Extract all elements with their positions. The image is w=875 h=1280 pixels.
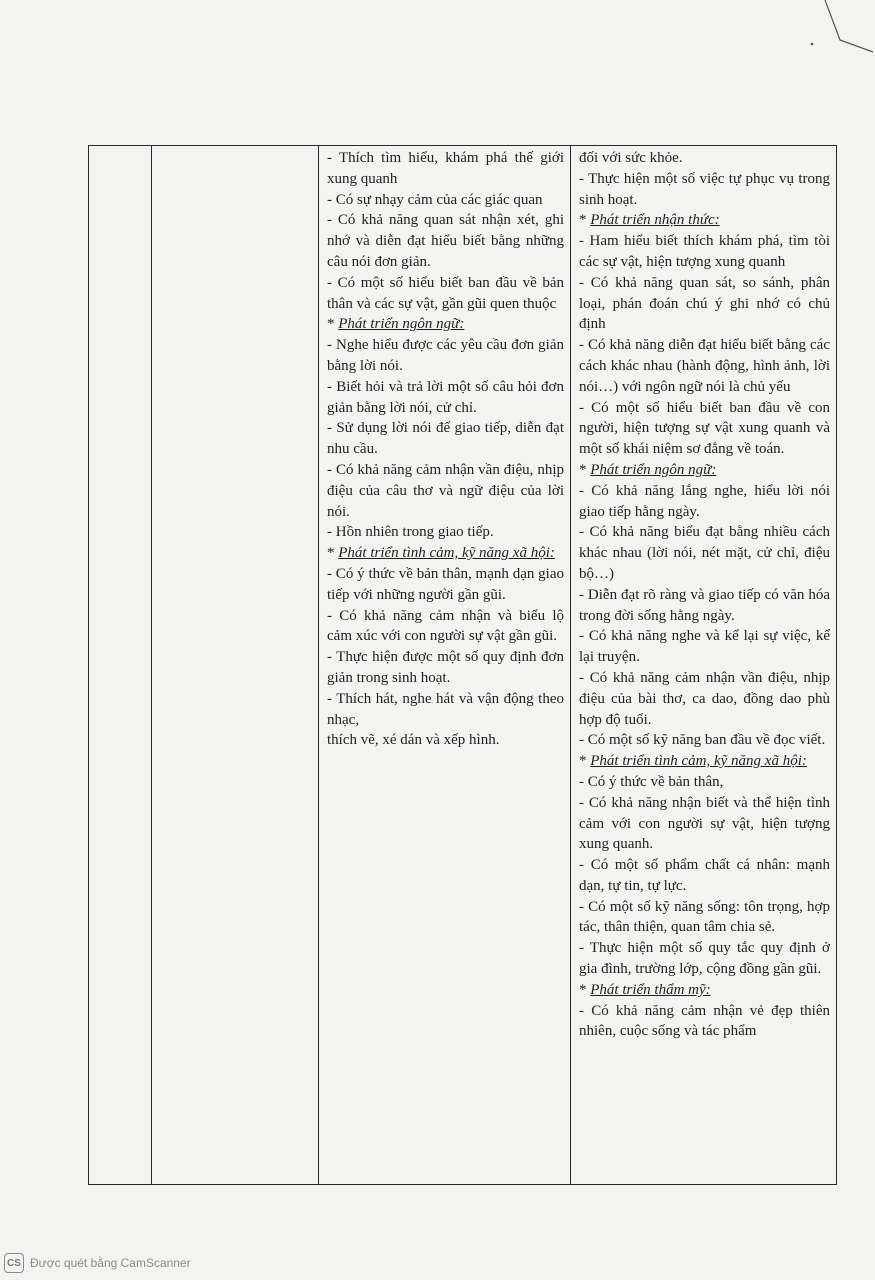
list-item: - Có khả năng cảm nhận và biểu lộ cảm xúc với con người sự vật gần gũi. — [327, 607, 564, 645]
list-item: - Có một số phẩm chất cá nhân: mạnh dạn, tự tin, tự lực. — [579, 857, 830, 894]
scan-edge-mark — [785, 0, 875, 80]
section-heading-text: Phát triển ngôn ngữ: — [338, 316, 465, 333]
section-heading-text: Phát triển tình cảm, kỹ năng xã hội: — [590, 753, 807, 770]
section-heading — [579, 210, 830, 231]
list-item: - Biết hỏi và trả lời một số câu hỏi đơn giản bằng lời nói, cử chỉ. — [327, 378, 564, 416]
list-item: - Có ý thức về bản thân, mạnh dạn giao tiếp với những người gần gũi. — [327, 565, 564, 603]
table-cell-col4 — [571, 146, 837, 1185]
list-item: - Có ý thức về bản thân, — [579, 773, 724, 790]
list-item: - Thích tìm hiểu, khám phá thế giới xung quanh — [327, 150, 564, 187]
list-item: - Sử dụng lời nói để giao tiếp, diễn đạt nhu cầu. — [327, 420, 564, 458]
list-item: - Có khả năng nghe và kể lại sự việc, kể lại truyện. — [579, 628, 830, 666]
table-cell-col1 — [89, 146, 152, 1185]
bullet-asterisk: * — [579, 461, 591, 478]
curriculum-table — [88, 145, 837, 1185]
list-item: - Thực hiện một số việc tự phục vụ trong sinh hoạt. — [579, 170, 830, 208]
list-item: - Có khả năng quan sát, so sánh, phân loại, phán đoán chú ý ghi nhớ có chủ định — [579, 274, 830, 333]
scanner-footer-text: Được quét bằng CamScanner — [30, 1256, 191, 1270]
list-item: thích vẽ, xé dán và xếp hình. — [327, 732, 500, 749]
list-item: - Có một số kỹ năng sống: tôn trọng, hợp tác, thân thiện, quan tâm chia sẻ. — [579, 898, 830, 936]
list-item: - Có khả năng cảm nhận vẻ đẹp thiên nhiên, cuộc sống và tác phẩm — [579, 1002, 830, 1040]
list-item: - Diễn đạt rõ ràng và giao tiếp có văn hóa trong đời sống hằng ngày. — [579, 586, 830, 624]
bullet-asterisk: * — [579, 753, 591, 770]
list-item: - Có khả năng quan sát nhận xét, ghi nhớ và diễn đạt hiểu biết bằng những câu nói đơn giản. — [327, 212, 564, 270]
section-heading — [579, 980, 830, 1001]
list-item: - Có khả năng biểu đạt bằng nhiều cách khác nhau (lời nói, nét mặt, cử chỉ, điệu bộ…) — [579, 524, 830, 582]
list-item: - Ham hiểu biết thích khám phá, tìm tòi các sự vật, hiện tượng xung quanh — [579, 233, 830, 270]
list-item: - Có một số kỹ năng ban đầu về đọc viết. — [579, 732, 826, 749]
list-item: - Hồn nhiên trong giao tiếp. — [327, 524, 494, 541]
section-heading — [327, 314, 564, 335]
bullet-asterisk: * — [579, 212, 591, 229]
section-heading-text: Phát triển ngôn ngữ: — [590, 461, 717, 478]
section-heading — [327, 543, 564, 564]
table-cell-col2 — [152, 146, 319, 1185]
list-item: - Thích hát, nghe hát và vận động theo nhạc, — [327, 690, 564, 728]
bullet-asterisk: * — [579, 981, 591, 998]
list-item: - Có khả năng cảm nhận vần điệu, nhịp điệu của câu thơ và ngữ điệu của lời nói. — [327, 461, 564, 520]
section-heading — [579, 460, 830, 481]
list-item: - Có khả năng cảm nhận vần điệu, nhịp điệu của bài thơ, ca dao, đồng dao phù hợp độ tuổi. — [579, 669, 830, 728]
list-item: - Có một số hiểu biết ban đầu về con người, hiện tượng sự vật xung quanh và một số khái niệm sơ đẳng về toán. — [579, 399, 830, 458]
section-heading — [579, 751, 830, 772]
camscanner-logo-icon: CS — [4, 1253, 24, 1273]
table-cell-col3 — [319, 146, 571, 1185]
list-item: - Có sự nhạy cảm của các giác quan — [327, 191, 543, 208]
bullet-asterisk: * — [327, 545, 339, 562]
section-heading-text: Phát triển thẩm mỹ: — [590, 981, 711, 998]
list-item: - Có khả năng nhận biết và thể hiện tình cảm với con người sự vật, hiện tượng xung quanh. — [579, 794, 830, 853]
scanner-footer — [4, 1252, 191, 1274]
list-item: đối với sức khỏe. — [579, 150, 683, 166]
list-item: - Có một số hiểu biết ban đầu về bản thân và các sự vật, gần gũi quen thuộc — [327, 274, 564, 312]
col4-text — [571, 146, 836, 1042]
bullet-asterisk: * — [327, 316, 339, 333]
section-heading-text: Phát triển nhận thức: — [590, 212, 720, 229]
list-item: - Thực hiện một số quy tắc quy định ở gia đình, trường lớp, cộng đồng gần gũi. — [579, 940, 830, 978]
list-item: - Có khả năng diễn đạt hiểu biết bằng các cách khác nhau (hành động, hình ảnh, lời nói…) với ngôn ngữ nói là chủ yếu — [579, 337, 830, 395]
section-heading-text: Phát triển tình cảm, kỹ năng xã hội: — [338, 545, 555, 562]
list-item: - Có khả năng lắng nghe, hiểu lời nói giao tiếp hằng ngày. — [579, 482, 830, 520]
list-item: - Thực hiện được một số quy định đơn giản trong sinh hoạt. — [327, 649, 564, 686]
list-item: - Nghe hiểu được các yêu cầu đơn giản bằng lời nói. — [327, 337, 564, 374]
col3-text — [319, 146, 570, 751]
